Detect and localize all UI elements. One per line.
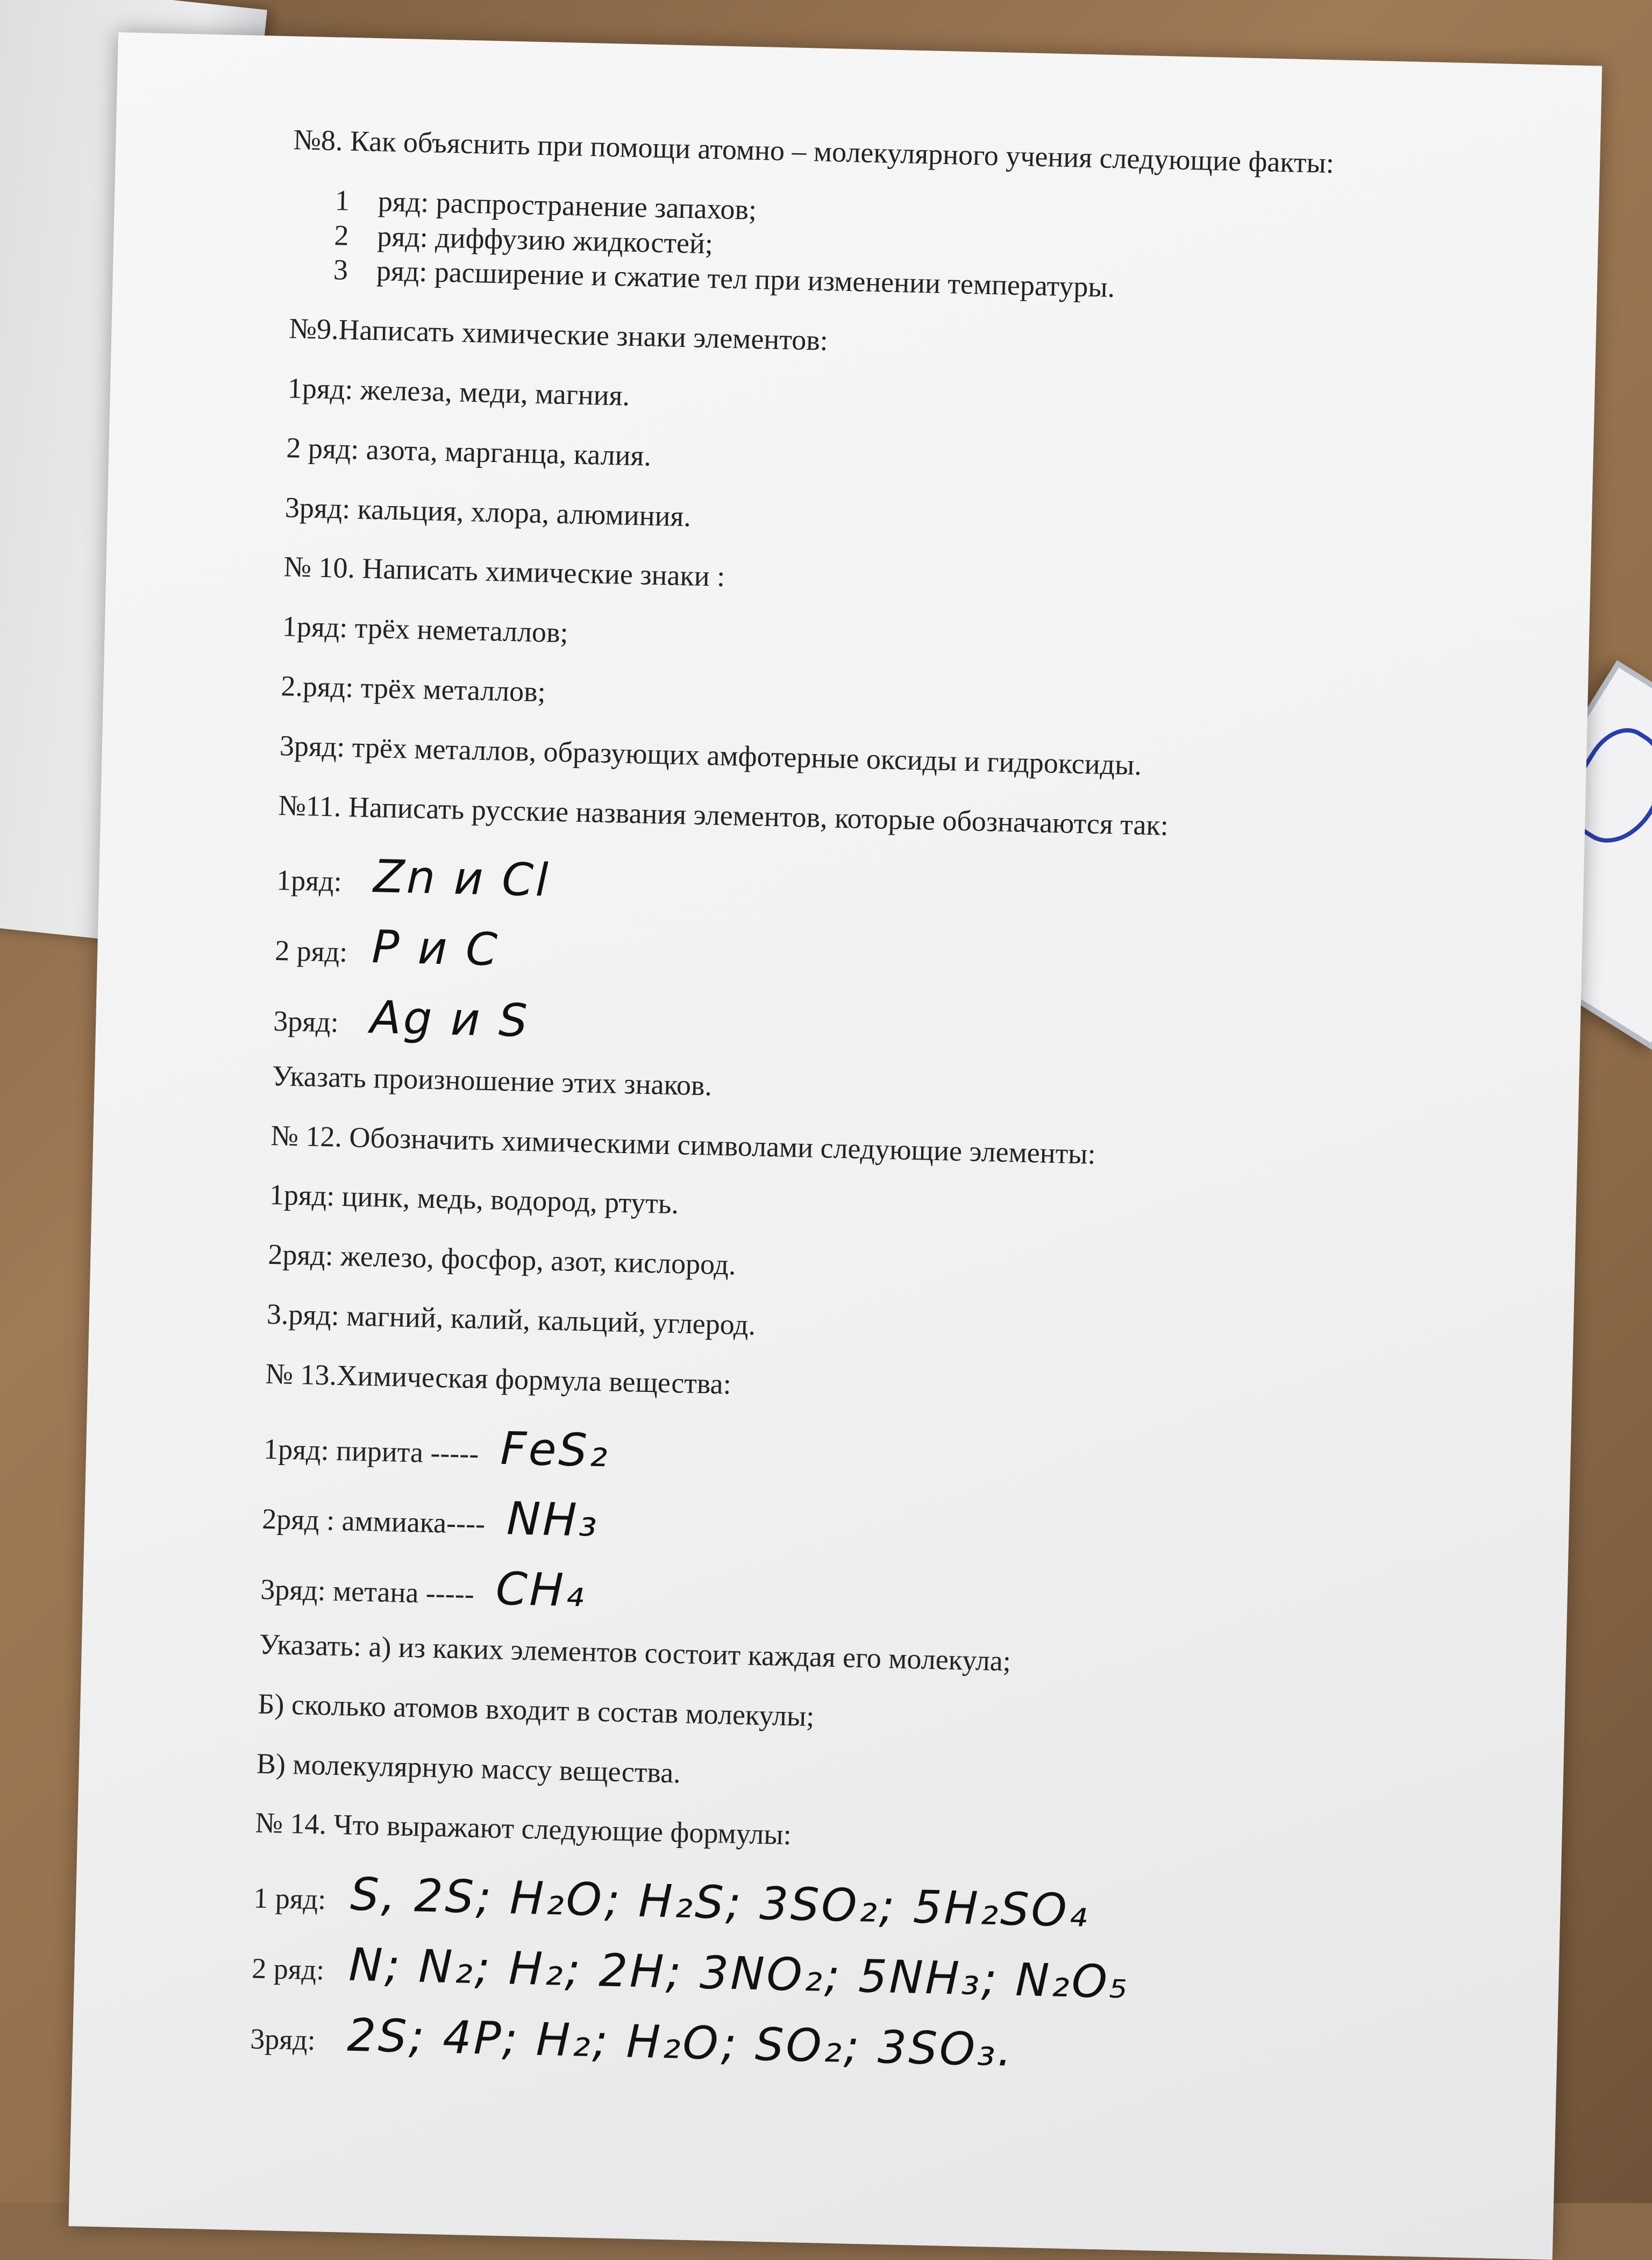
q9-title: №9.Написать химические знаки элементов: [288, 312, 829, 357]
q12-row-2: 2ряд: железо, фосфор, азот, кислород. [267, 1238, 737, 1281]
q10-row-2: 2.ряд: трёх металлов; [280, 670, 546, 708]
q9-row-3: 3ряд: кальция, хлора, алюминия. [284, 491, 692, 532]
handwritten-formulas: N; N₂; H₂; 2H; 3NO₂; 5NH₃; N₂O₅ [348, 1938, 1130, 2009]
q11-title: №11. Написать русские названия элементов, которые обозначаются так: [277, 788, 1169, 842]
worksheet-page [68, 32, 1602, 2260]
handwritten-formulas: S, 2S; H₂O; H₂S; 3SO₂; 5H₂SO₄ [350, 1867, 1090, 1937]
q8-title: №8. Как объяснить при помощи атомно – молекулярного учения следующие факты: [293, 123, 1335, 180]
q13-row-1 [263, 1416, 1501, 1498]
row-label: 1ряд: пирита ----- [263, 1432, 480, 1470]
row-label: 2ряд : аммиака---- [261, 1503, 486, 1540]
row-label: 3ряд: [273, 1004, 339, 1039]
q12-row-1: 1ряд: цинк, медь, водород, ртуть. [269, 1178, 679, 1220]
handwritten-answer: P и C [371, 920, 500, 976]
q9-row-2: 2 ряд: азота, марганца, калия. [286, 431, 652, 472]
q11-footer: Указать произношение этих знаков. [272, 1059, 713, 1102]
row-label: 1ряд: [276, 864, 343, 898]
handwritten-answer: Zn и Cl [373, 850, 551, 907]
row-label: 2 ряд: [274, 934, 348, 969]
row-label: 3ряд: [250, 2022, 316, 2056]
q12-row-3: 3.ряд: магний, калий, кальций, углерод. [266, 1297, 756, 1341]
handwritten-formulas: 2S; 4P; H₂; H₂O; SO₂; 3SO₃. [346, 2008, 1015, 2077]
q13-note-c: В) молекулярную массу вещества. [256, 1747, 681, 1789]
handwritten-formula: FeS₂ [500, 1422, 610, 1477]
q13-note-a: Указать: а) из каких элементов состоит каждая его молекула; [259, 1628, 1012, 1678]
q9-row-1: 1ряд: железа, меди, магния. [287, 372, 630, 412]
list-number: 3 [333, 253, 348, 287]
q10-row-1: 1ряд: трёх неметаллов; [282, 610, 569, 649]
q14-title: № 14. Что выражают следующие формулы: [254, 1806, 792, 1851]
q14-row-3 [250, 2006, 1488, 2088]
list-text: ряд: распространение запахов; [378, 184, 757, 226]
list-text: ряд: расширение и сжатие тел при изменении температуры. [376, 254, 1115, 304]
handwritten-formula: NH₃ [506, 1492, 600, 1547]
q10-title: № 10. Написать химические знаки : [283, 550, 725, 593]
handwritten-answer: Ag и S [369, 991, 530, 1047]
q13-row-3 [260, 1557, 1498, 1639]
list-number: 2 [333, 218, 350, 252]
list-number: 1 [334, 184, 350, 217]
row-label: 1 ряд: [253, 1881, 326, 1916]
q13-row-2 [261, 1486, 1499, 1568]
q11-row-2 [274, 918, 1512, 1000]
q11-row-3 [273, 988, 1511, 1070]
q8-list [290, 182, 1529, 315]
q12-title: № 12. Обозначить химическими символами следующие элементы: [270, 1119, 1096, 1170]
worksheet-content [250, 122, 1530, 2104]
row-label: 2 ряд: [251, 1952, 325, 1986]
q14-row-1 [253, 1865, 1491, 1948]
q10-row-3: 3ряд: трёх металлов, образующих амфотерные оксиды и гидроксиды. [279, 729, 1142, 781]
row-label: 3ряд: метана ----- [260, 1573, 475, 1610]
q13-title: № 13.Химическая формула вещества: [265, 1357, 732, 1401]
q13-note-b: Б) сколько атомов входит в состав молекулы; [257, 1687, 815, 1732]
list-text: ряд: диффузию жидкостей; [376, 219, 714, 260]
q11-row-1 [276, 847, 1514, 929]
handwritten-formula: CH₄ [495, 1562, 587, 1617]
q14-row-2 [251, 1935, 1489, 2017]
